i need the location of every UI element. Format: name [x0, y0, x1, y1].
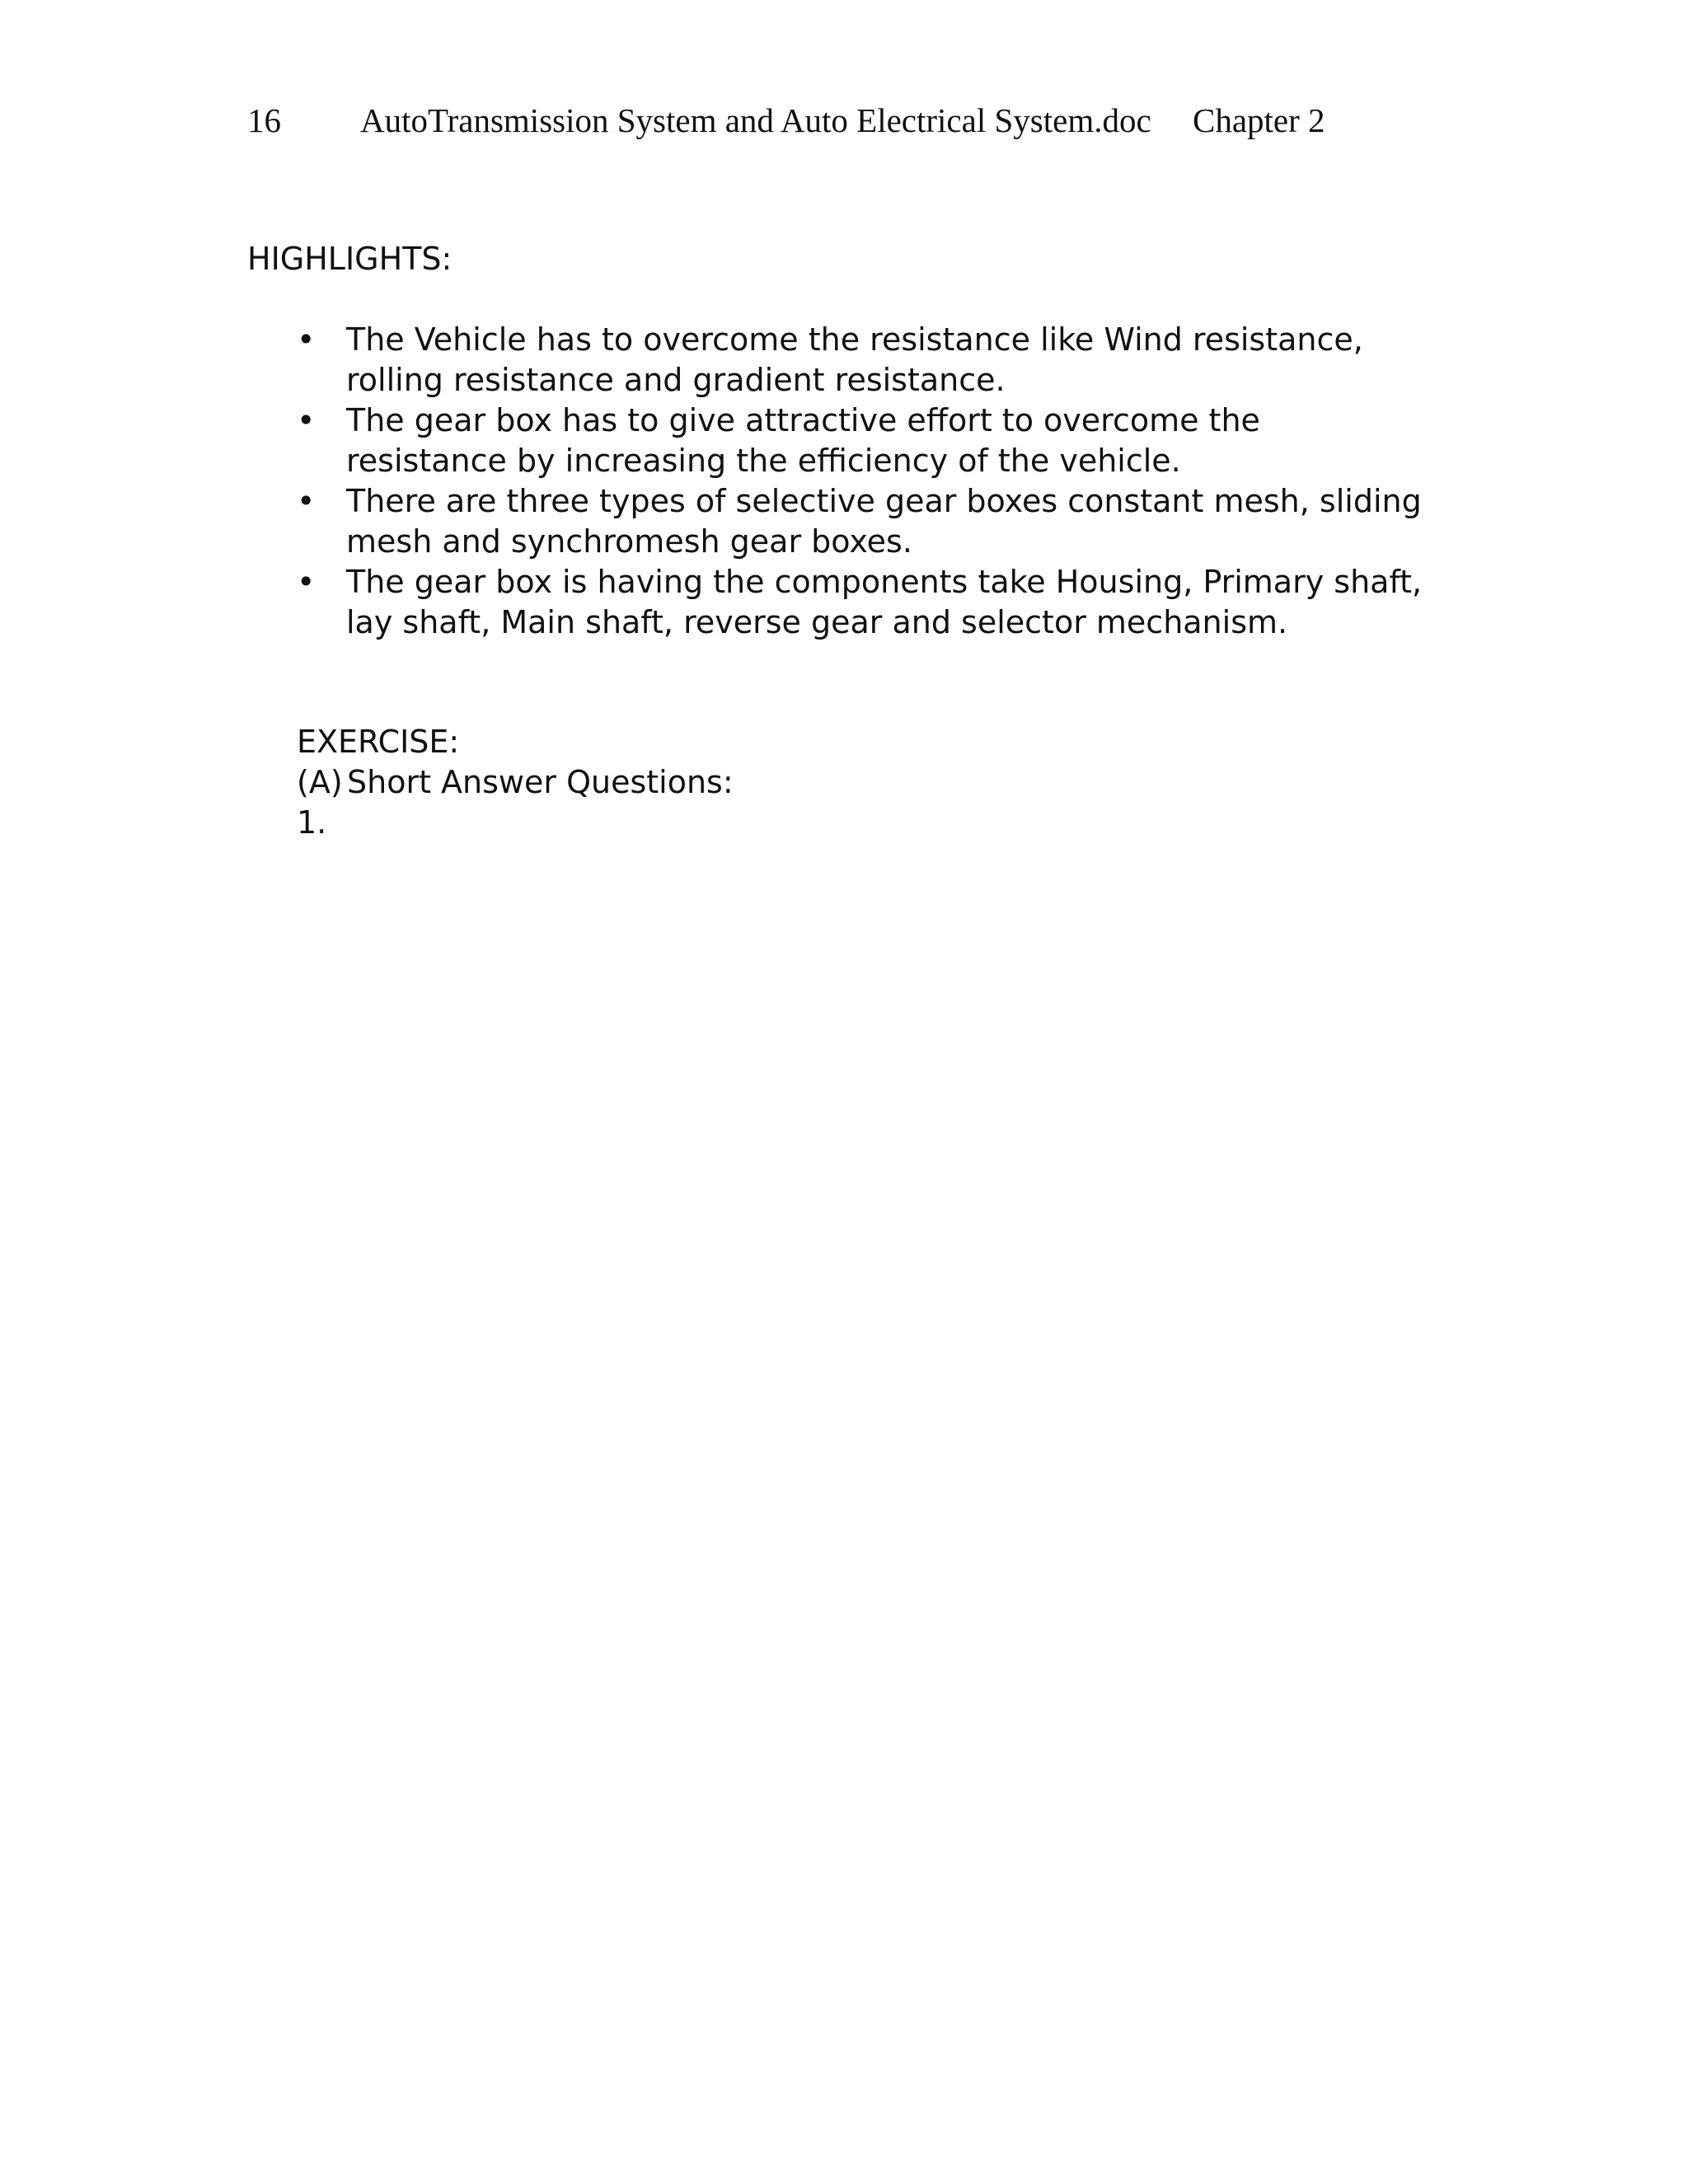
list-item-line: lay shaft, Main shaft, reverse gear and selector mechanism. — [346, 604, 1288, 640]
document-title: AutoTransmission System and Auto Electrical System.doc — [360, 101, 1151, 139]
exercise-subsection — [297, 762, 734, 803]
list-item-line: The Vehicle has to overcome the resistance like Wind resistance, — [346, 321, 1363, 358]
chapter-label: Chapter 2 — [1193, 101, 1325, 139]
list-item — [297, 562, 1451, 643]
subsection-label: (A) — [297, 764, 343, 800]
list-item — [297, 481, 1451, 562]
list-item-line: rolling resistance and gradient resistance. — [346, 362, 1006, 398]
list-item — [297, 320, 1451, 401]
bullet-icon: • — [297, 483, 316, 519]
list-item-line: The gear box is having the components take Housing, Primary shaft, — [346, 564, 1423, 600]
list-item-line: The gear box has to give attractive effort to overcome the — [346, 402, 1260, 438]
highlights-list — [297, 320, 1451, 643]
question-number: 1. — [297, 804, 327, 841]
bullet-icon: • — [297, 321, 316, 358]
list-item-line: resistance by increasing the efficiency of the vehicle. — [346, 443, 1181, 479]
page-header — [0, 96, 1688, 145]
exercise-heading: EXERCISE: — [297, 724, 460, 760]
list-item-line: mesh and synchromesh gear boxes. — [346, 523, 912, 560]
bullet-icon: • — [297, 564, 316, 600]
list-item-line: There are three types of selective gear boxes constant mesh, sliding — [346, 483, 1422, 519]
subsection-title: Short Answer Questions: — [347, 764, 734, 800]
exercise-section — [297, 722, 734, 843]
list-item — [297, 401, 1451, 481]
page-number: 16 — [247, 101, 281, 139]
highlights-heading: HIGHLIGHTS: — [247, 241, 452, 277]
bullet-icon: • — [297, 402, 316, 438]
